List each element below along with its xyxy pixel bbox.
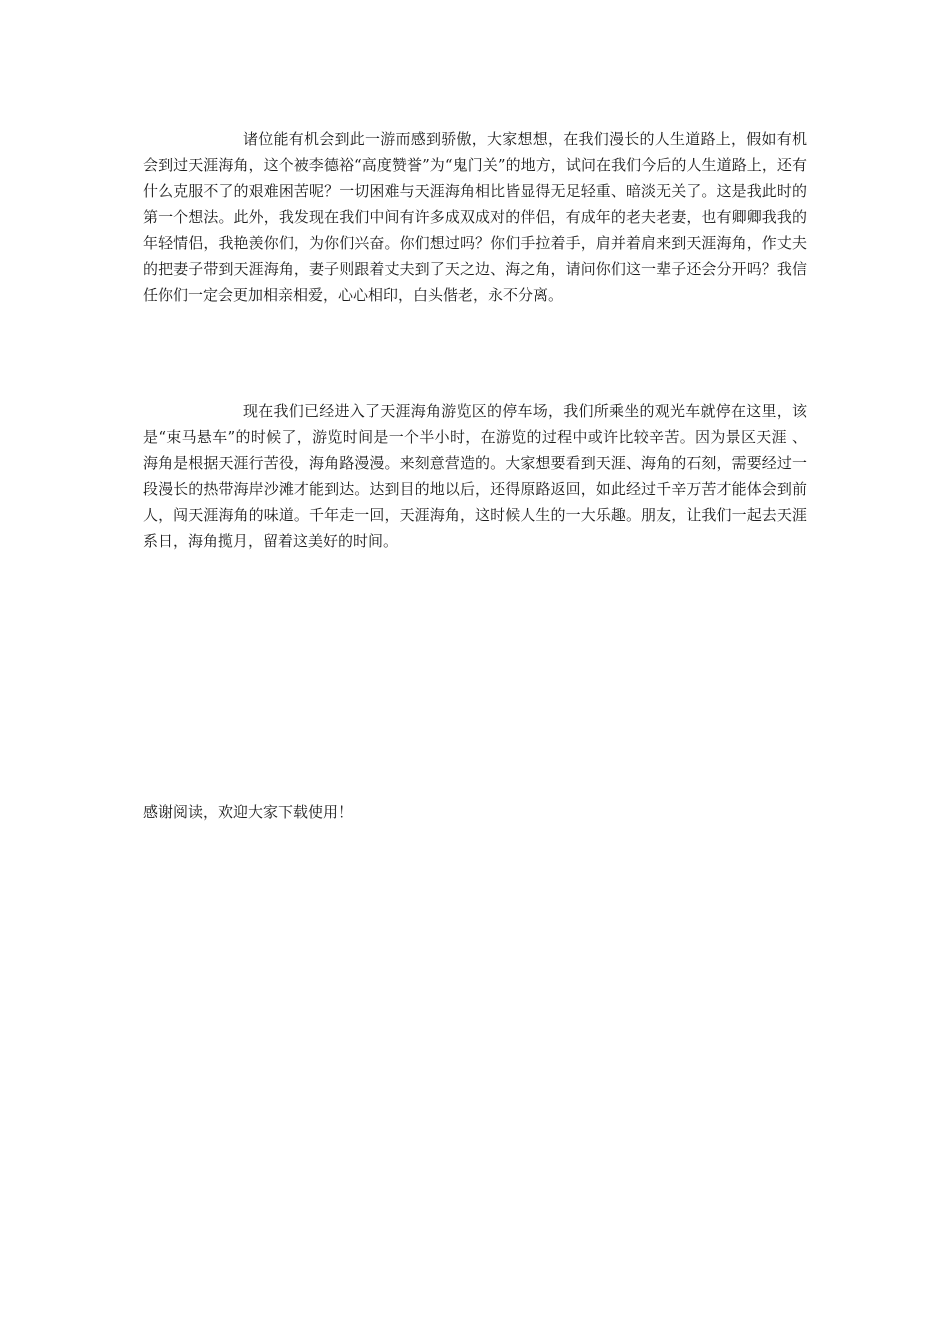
closing-note: 感谢阅读，欢迎大家下载使用！: [143, 803, 354, 821]
body-paragraph-2: 现在我们已经进入了天涯海角游览区的停车场，我们所乘坐的观光车就停在这里，该是“束马悬车”的时候了，游览时间是一个半小时，在游览的过程中或许比较辛苦。因为景区天涯 、海角是根据天涯行苦役，海角路漫漫。来刻意营造的。大家想要看到天涯、海角的石刻，需要经过一段漫长的热带海岸沙滩才能到达。达到目的地以后，还得原路返回，如此经过千辛万苦才能体会到前人，闯天涯海角的味道。千年走一回，天涯海角，这时候人生的一大乐趣。朋友，让我们一起去天涯系日，海角揽月，留着这美好的时间。: [143, 402, 807, 550]
body-paragraph-1: 诸位能有机会到此一游而感到骄傲，大家想想，在我们漫长的人生道路上，假如有机会到过天涯海角，这个被李德裕“高度赞誉”为“鬼门关”的地方，试问在我们今后的人生道路上，还有什么克服不了的艰难困苦呢？一切困难与天涯海角相比皆显得无足轻重、暗淡无关了。这是我此时的第一个想法。此外，我发现在我们中间有许多成双成对的伴侣，有成年的老夫老妻，也有卿卿我我的年轻情侣，我艳羡你们，为你们兴奋。你们想过吗？你们手拉着手，肩并着肩来到天涯海角，作丈夫的把妻子带到天涯海角，妻子则跟着丈夫到了天之边、海之角，请问你们这一辈子还会分开吗？我信任你们一定会更加相亲相爱，心心相印，白头偕老，永不分离。: [143, 130, 807, 304]
